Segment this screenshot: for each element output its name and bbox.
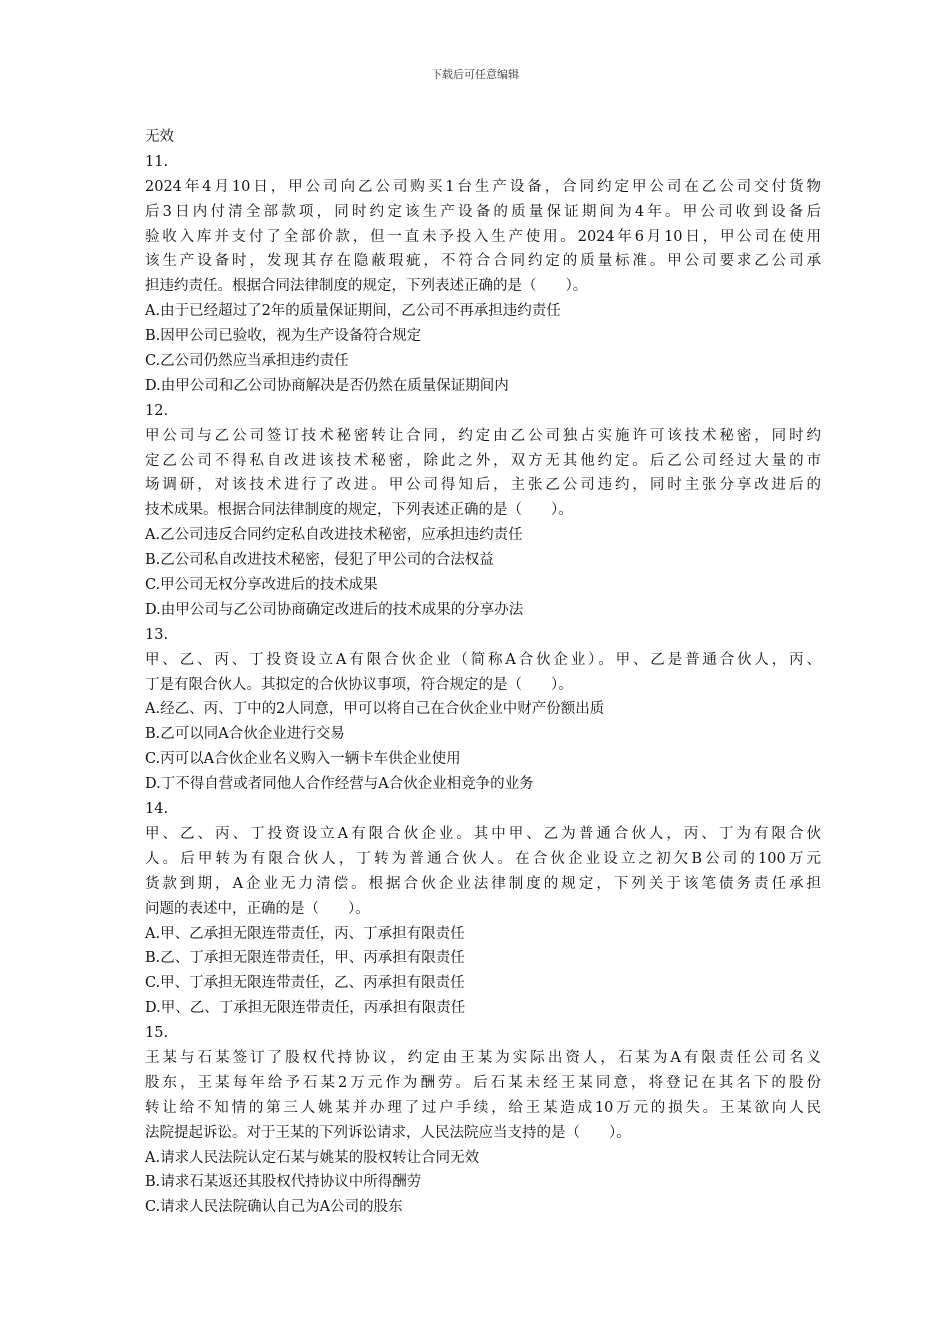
text-line: C.丙可以A合伙企业名义购入一辆卡车供企业使用 xyxy=(145,751,461,768)
text-line: A.经乙、丙、丁中的2人同意，甲可以将自己在合伙企业中财产份额出质 xyxy=(145,701,605,718)
text-line: 14. xyxy=(145,801,169,818)
text-line: C.甲公司无权分享改进后的技术成果 xyxy=(145,577,378,594)
text-line: 甲公司与乙公司签订技术秘密转让合同，约定由乙公司独占实施许可该技术秘密，同时约 xyxy=(145,427,821,444)
text-line: A.由于已经超过了2年的质量保证期间，乙公司不再承担违约责任 xyxy=(145,303,561,320)
text-line: A.乙公司违反合同约定私自改进技术秘密，应承担违约责任 xyxy=(145,527,523,544)
text-line: 技术成果。根据合同法律制度的规定，下列表述正确的是（ ）。 xyxy=(145,502,573,519)
text-line: B.请求石某返还其股权代持协议中所得酬劳 xyxy=(145,1174,422,1191)
text-line: 验收入库并支付了全部价款，但一直未予投入生产使用。2024年6月10日，甲公司在使用 xyxy=(145,228,821,245)
text-line: D.丁不得自营或者同他人合作经营与A合伙企业相竞争的业务 xyxy=(145,776,534,793)
text-line: B.乙公司私自改进技术秘密，侵犯了甲公司的合法权益 xyxy=(145,552,494,569)
text-line: D.由甲公司和乙公司协商解决是否仍然在质量保证期间内 xyxy=(145,377,509,394)
text-line: 13. xyxy=(145,626,169,643)
text-line: A.甲、乙承担无限连带责任，丙、丁承担有限责任 xyxy=(145,925,465,942)
text-line: B.因甲公司已验收，视为生产设备符合规定 xyxy=(145,328,422,345)
text-line: A.请求人民法院认定石某与姚某的股权转让合同无效 xyxy=(145,1149,480,1166)
text-line: B.乙、丁承担无限连带责任，甲、丙承担有限责任 xyxy=(145,950,465,967)
text-line: B.乙可以同A合伙企业进行交易 xyxy=(145,726,345,743)
text-line: 丁是有限合伙人。其拟定的合伙协议事项，符合规定的是（ ）。 xyxy=(145,676,573,693)
text-line: 后3日内付清全部款项，同时约定该生产设备的质量保证期间为4年。甲公司收到设备后 xyxy=(145,203,821,220)
text-line: D.甲、乙、丁承担无限连带责任，丙承担有限责任 xyxy=(145,1000,466,1017)
text-line: 问题的表述中，正确的是（ ）。 xyxy=(145,900,370,917)
text-line: C.甲、丁承担无限连带责任，乙、丙承担有限责任 xyxy=(145,975,465,992)
text-line: 2024年4月10日，甲公司向乙公司购买1台生产设备，合同约定甲公司在乙公司交付货物 xyxy=(145,178,821,195)
text-line: 货款到期，A企业无力清偿。根据合伙企业法律制度的规定，下列关于该笔债务责任承担 xyxy=(145,875,821,892)
text-line: 15. xyxy=(145,1025,169,1042)
text-line: C.乙公司仍然应当承担违约责任 xyxy=(145,353,349,370)
text-line: 定乙公司不得私自改进该技术秘密，除此之外，双方无其他约定。后乙公司经过大量的市 xyxy=(145,452,821,469)
text-line: 无效 xyxy=(145,129,174,145)
text-line: D.由甲公司与乙公司协商确定改进后的技术成果的分享办法 xyxy=(145,601,524,618)
text-line: 股东，王某每年给予石某2万元作为酬劳。后石某未经王某同意，将登记在其名下的股份 xyxy=(145,1074,821,1091)
text-line: 场调研，对该技术进行了改进。甲公司得知后，主张乙公司违约，同时主张分享改进后的 xyxy=(145,477,821,494)
text-line: 12. xyxy=(145,402,169,419)
text-line: 该生产设备时，发现其存在隐蔽瑕疵，不符合合同约定的质量标准。甲公司要求乙公司承 xyxy=(145,253,821,270)
text-line: 转让给不知情的第三人姚某并办理了过户手续，给王某造成10万元的损失。王某欲向人民 xyxy=(145,1099,821,1116)
text-line: 人。后甲转为有限合伙人，丁转为普通合伙人。在合伙企业设立之初欠B公司的100万元 xyxy=(145,850,821,867)
text-line: 11. xyxy=(145,153,169,170)
text-line: 甲、乙、丙、丁投资设立A有限合伙企业。其中甲、乙为普通合伙人，丙、丁为有限合伙 xyxy=(145,825,821,842)
page-header: 下载后可任意编辑 xyxy=(431,68,519,81)
text-line: 甲、乙、丙、丁投资设立A有限合伙企业（简称A合伙企业）。甲、乙是普通合伙人，丙、 xyxy=(145,651,821,668)
text-line: 王某与石某签订了股权代持协议，约定由王某为实际出资人，石某为A有限责任公司名义 xyxy=(145,1049,821,1066)
text-line: 法院提起诉讼。对于王某的下列诉讼请求，人民法院应当支持的是（ ）。 xyxy=(145,1124,631,1141)
text-line: C.请求人民法院确认自己为A公司的股东 xyxy=(145,1199,403,1216)
text-line: 担违约责任。根据合同法律制度的规定，下列表述正确的是（ ）。 xyxy=(145,278,588,295)
document-body xyxy=(145,125,821,1220)
